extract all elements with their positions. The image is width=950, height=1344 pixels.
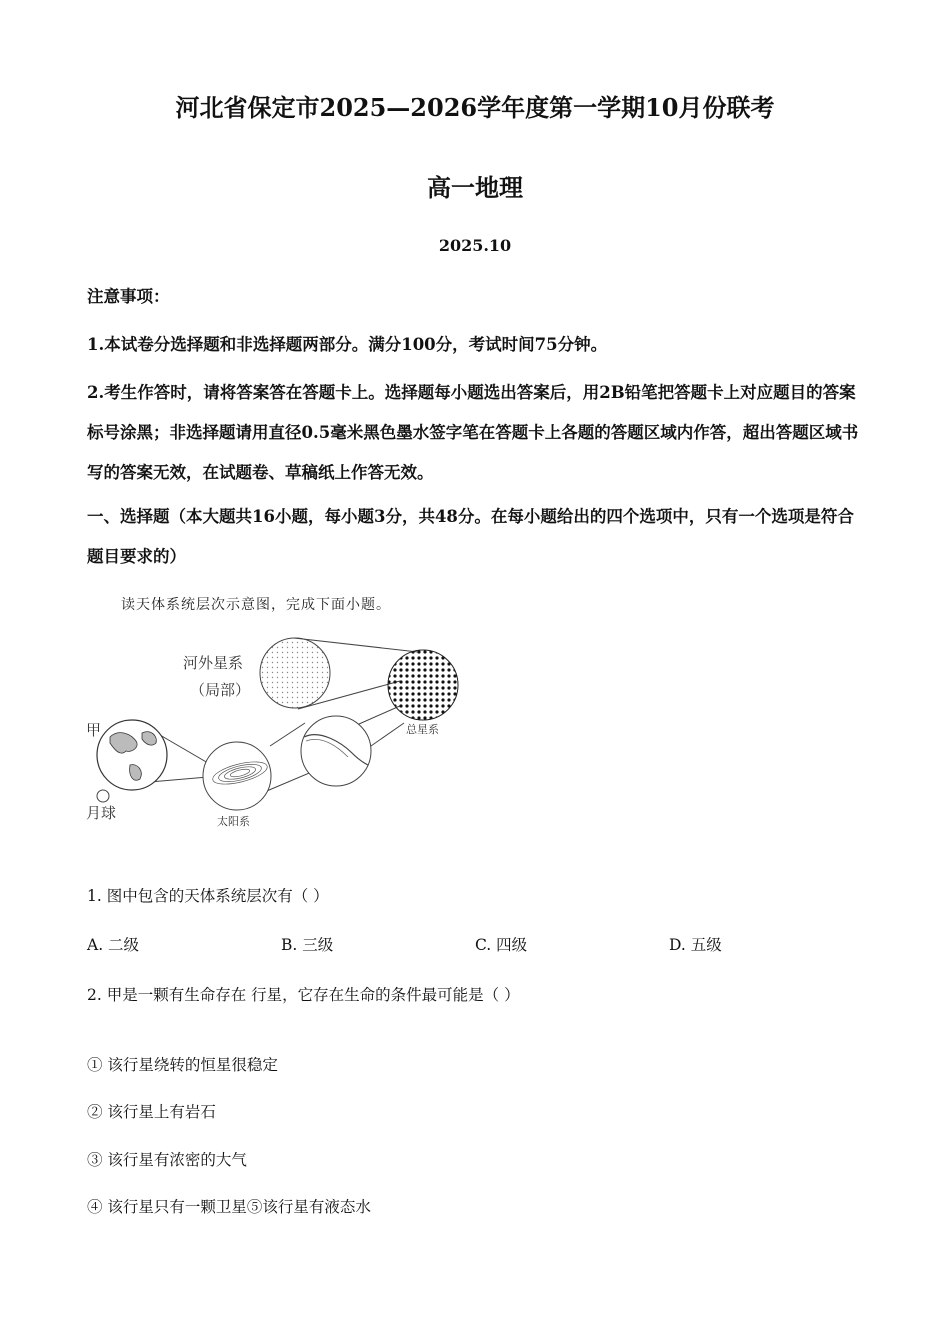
figure-caption: 读天体系统层次示意图，完成下面小题。	[121, 597, 391, 613]
q2-choice-1: ① 该行星绕转的恒星很稳定	[87, 1056, 278, 1074]
label-jia: 甲	[86, 721, 102, 739]
q2-choice-2: ② 该行星上有岩石	[87, 1103, 216, 1121]
q1-option-d[interactable]: D. 五级	[669, 936, 722, 954]
label-external-galaxy-sub: （局部）	[190, 681, 251, 699]
q2-choice-4: ④ 该行星只有一颗卫星⑤该行星有液态水	[87, 1198, 371, 1216]
q1-option-a[interactable]: A. 二级	[87, 936, 140, 954]
notice-item-2: 2.考生作答时，请将答案答在答题卡上。选择题每小题选出答案后，用2B铅笔把答题卡上对应题目的答案标号涂黑；非选择题请用直径0.5毫米黑色墨水签字笔在答题卡上各题的答题区域内作答，超出答题区域书写的答案无效，在试题卷、草稿纸上作答无效。	[87, 383, 859, 482]
section-heading: 一、选择题（本大题共16小题，每小题3分，共48分。在每小题给出的四个选项中，只有一个选项是符合题目要求的）	[87, 507, 854, 566]
q1-option-c[interactable]: C. 四级	[475, 936, 528, 954]
label-moon: 月球	[86, 804, 117, 822]
label-total-galaxy: 总星系	[406, 723, 439, 736]
celestial-system-diagram	[80, 625, 480, 835]
q1-option-b[interactable]: B. 三级	[281, 936, 334, 954]
q2-choice-3: ③ 该行星有浓密的大气	[87, 1151, 247, 1169]
label-external-galaxy: 河外星系	[183, 654, 244, 672]
solar-system-circle	[203, 742, 271, 810]
notice-heading: 注意事项：	[87, 287, 170, 306]
external-galaxy-circle	[260, 638, 330, 708]
exam-subject: 高一地理	[427, 173, 523, 202]
milky-way-circle	[301, 716, 371, 786]
label-solar-system: 太阳系	[217, 815, 250, 828]
question-1-stem: 1. 图中包含的天体系统层次有（ ）	[87, 887, 329, 905]
moon-circle	[97, 790, 109, 802]
exam-title: 河北省保定市2025—2026学年度第一学期10月份联考	[175, 93, 775, 122]
notice-item-1: 1.本试卷分选择题和非选择题两部分。满分100分，考试时间75分钟。	[87, 335, 608, 354]
total-galaxy-circle	[388, 650, 458, 720]
exam-date: 2025.10	[438, 236, 512, 255]
question-2-stem: 2. 甲是一颗有生命存在 行星，它存在生命的条件最可能是（ ）	[87, 986, 520, 1004]
planet-jia-circle	[97, 720, 167, 790]
